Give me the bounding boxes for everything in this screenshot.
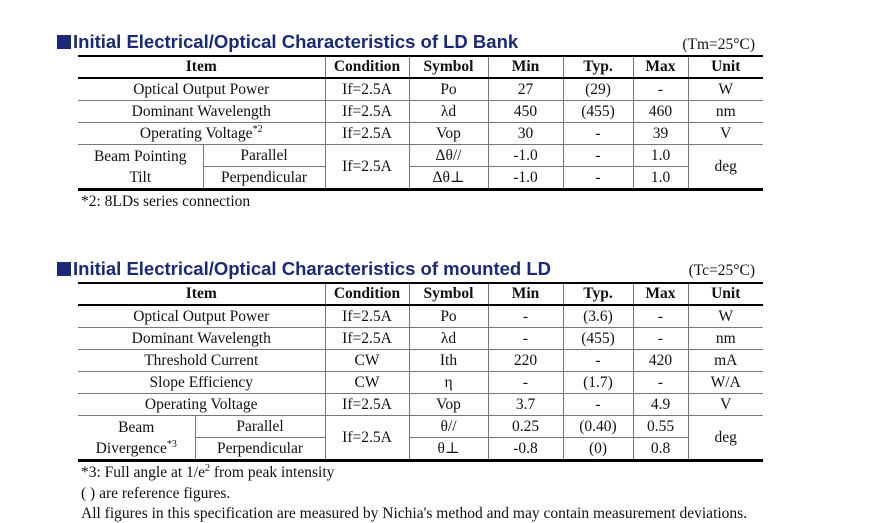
cell-unit: W: [688, 305, 763, 328]
header-symbol: Symbol: [409, 283, 488, 305]
cell-min: 3.7: [488, 394, 563, 416]
cell-unit: nm: [688, 328, 763, 350]
cell-item: Optical Output Power: [78, 78, 325, 101]
header-min: Min: [488, 56, 563, 78]
cell-max: 460: [633, 101, 688, 123]
cell-symbol: Po: [409, 305, 488, 328]
header-item: Item: [78, 283, 325, 305]
cell-max: -: [633, 78, 688, 101]
header-unit: Unit: [688, 283, 763, 305]
cell-max: 0.8: [633, 438, 688, 461]
cell-min: -: [488, 305, 563, 328]
cell-typ: (0.40): [563, 416, 633, 438]
header-unit: Unit: [688, 56, 763, 78]
cell-symbol: θ⊥: [409, 438, 488, 461]
section2-condition-note: (Tc=25°C): [688, 262, 755, 279]
cell-typ: -: [563, 350, 633, 372]
table-row: [78, 101, 763, 123]
cell-min: -0.8: [488, 438, 563, 461]
header-symbol: Symbol: [409, 56, 488, 78]
section1-title: Initial Electrical/Optical Characteristics of LD Bank: [57, 31, 518, 53]
section2-footnote-a: *3: Full angle at $1/e^2$ from peak intensity: [81, 462, 335, 481]
cell-min: 220: [488, 350, 563, 372]
cell-max: 39: [633, 123, 688, 145]
cell-min: 30: [488, 123, 563, 145]
cell-typ: (0): [563, 438, 633, 461]
section1-footnote: *2: 8LDs series connection: [81, 193, 251, 210]
cell-subitem: Perpendicular: [203, 167, 325, 190]
header-condition: Condition: [325, 283, 409, 305]
cell-item: Dominant Wavelength: [78, 101, 325, 123]
cell-typ: -: [563, 123, 633, 145]
cell-symbol: η: [409, 372, 488, 394]
cell-group-label: Beam Pointing Tilt: [78, 145, 203, 190]
cell-group-label: Beam Divergence$^{*3}$: [78, 416, 195, 461]
cell-item: Optical Output Power: [78, 305, 325, 328]
table-row: [78, 78, 763, 101]
table-row: [78, 123, 763, 145]
cell-unit: mA: [688, 350, 763, 372]
table-row: [78, 350, 763, 372]
section2-footnote-c: All figures in this specification are measured by Nichia's method and may contain measurement deviations.: [81, 505, 748, 522]
cell-symbol: λd: [409, 328, 488, 350]
cell-symbol: Vop: [409, 123, 488, 145]
ld-bank-table: [78, 55, 763, 191]
cell-symbol: Po: [409, 78, 488, 101]
cell-typ: (29): [563, 78, 633, 101]
cell-item: Slope Efficiency: [78, 372, 325, 394]
cell-min: -1.0: [488, 145, 563, 167]
cell-condition: If=2.5A: [325, 123, 409, 145]
cell-symbol: Ith: [409, 350, 488, 372]
header-max: Max: [633, 56, 688, 78]
cell-typ: (455): [563, 101, 633, 123]
cell-condition: If=2.5A: [325, 145, 409, 190]
cell-max: 0.55: [633, 416, 688, 438]
section2-footnote-b: ( ) are reference figures.: [81, 485, 231, 502]
cell-typ: (455): [563, 328, 633, 350]
cell-unit: deg: [688, 416, 763, 461]
cell-condition: CW: [325, 372, 409, 394]
cell-condition: If=2.5A: [325, 78, 409, 101]
cell-min: 27: [488, 78, 563, 101]
cell-unit: W/A: [688, 372, 763, 394]
cell-subitem: Perpendicular: [195, 438, 325, 461]
header-min: Min: [488, 283, 563, 305]
cell-typ: (1.7): [563, 372, 633, 394]
cell-symbol: Vop: [409, 394, 488, 416]
header-max: Max: [633, 283, 688, 305]
cell-condition: If=2.5A: [325, 305, 409, 328]
cell-unit: V: [688, 123, 763, 145]
cell-condition: If=2.5A: [325, 328, 409, 350]
cell-item: Operating Voltage$^{*2}$: [78, 123, 325, 145]
cell-min: -1.0: [488, 167, 563, 190]
table-row: [78, 416, 763, 438]
cell-condition: If=2.5A: [325, 416, 409, 461]
cell-max: 1.0: [633, 167, 688, 190]
cell-min: -: [488, 328, 563, 350]
cell-unit: V: [688, 394, 763, 416]
cell-min: 0.25: [488, 416, 563, 438]
header-typ: Typ.: [563, 283, 633, 305]
cell-max: 420: [633, 350, 688, 372]
cell-condition: If=2.5A: [325, 101, 409, 123]
cell-max: 1.0: [633, 145, 688, 167]
cell-item: Operating Voltage: [78, 394, 325, 416]
cell-max: -: [633, 328, 688, 350]
cell-symbol: λd: [409, 101, 488, 123]
cell-max: -: [633, 372, 688, 394]
cell-condition: CW: [325, 350, 409, 372]
footnote-ref: *2: [252, 123, 263, 135]
header-condition: Condition: [325, 56, 409, 78]
cell-unit: deg: [688, 145, 763, 190]
cell-typ: -: [563, 394, 633, 416]
cell-min: 450: [488, 101, 563, 123]
cell-subitem: Parallel: [195, 416, 325, 438]
header-typ: Typ.: [563, 56, 633, 78]
cell-item: Dominant Wavelength: [78, 328, 325, 350]
table-header-row: [78, 56, 763, 78]
table-row: [78, 328, 763, 350]
cell-max: -: [633, 305, 688, 328]
cell-min: -: [488, 372, 563, 394]
header-item: Item: [78, 56, 325, 78]
table-row: [78, 305, 763, 328]
section1-condition-note: (Tm=25°C): [682, 36, 755, 53]
section2-title: Initial Electrical/Optical Characteristics of mounted LD: [57, 258, 551, 280]
table-row: [78, 394, 763, 416]
table-row: [78, 372, 763, 394]
cell-unit: nm: [688, 101, 763, 123]
cell-typ: (3.6): [563, 305, 633, 328]
cell-typ: -: [563, 167, 633, 190]
cell-symbol: Δθ//: [409, 145, 488, 167]
cell-typ: -: [563, 145, 633, 167]
cell-subitem: Parallel: [203, 145, 325, 167]
table-row: [78, 145, 763, 167]
table-header-row: [78, 283, 763, 305]
cell-item: Threshold Current: [78, 350, 325, 372]
cell-unit: W: [688, 78, 763, 101]
square-bullet-icon: [57, 262, 71, 276]
cell-condition: If=2.5A: [325, 394, 409, 416]
square-bullet-icon: [57, 35, 71, 49]
cell-symbol: Δθ⊥: [409, 167, 488, 190]
footnote-ref: *3: [166, 438, 177, 450]
cell-max: 4.9: [633, 394, 688, 416]
mounted-ld-table: [78, 282, 763, 462]
cell-symbol: θ//: [409, 416, 488, 438]
